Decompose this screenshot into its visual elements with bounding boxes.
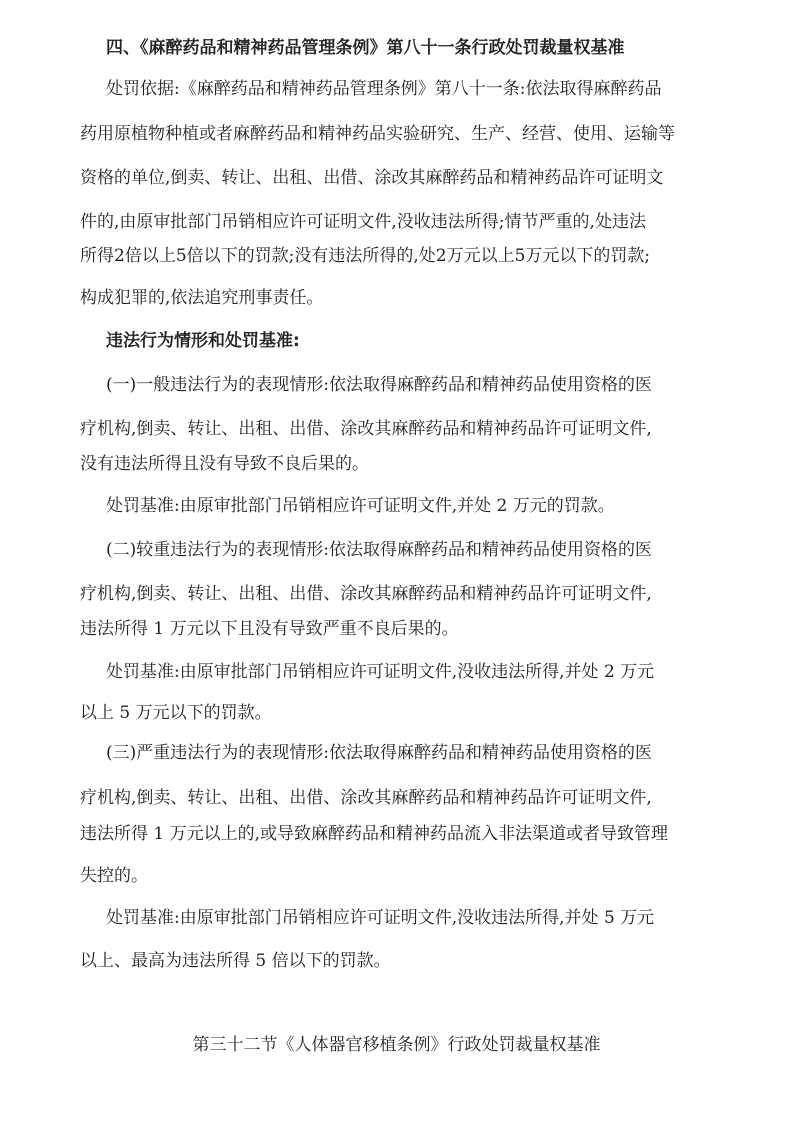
case-general-line: (一)一般违法行为的表现情形:依法取得麻醉药品和精神药品使用资格的医 (106, 375, 652, 395)
case-general-line: 没有违法所得且没有导致不良后果的。 (80, 454, 369, 474)
basis-line: 件的,由原审批部门吊销相应许可证明文件,没收违法所得;情节严重的,处违法 (80, 212, 646, 232)
basis-line: 资格的单位,倒卖、转让、出租、出借、涂改其麻醉药品和精神药品许可证明文 (80, 168, 664, 188)
basis-line: 药用原植物种植或者麻醉药品和精神药品实验研究、生产、经营、使用、运输等 (80, 124, 675, 144)
basis-line: 构成犯罪的,依法追究刑事责任。 (80, 288, 324, 308)
case-general-line: 疗机构,倒卖、转让、出租、出借、涂改其麻醉药品和精神药品许可证明文件, (80, 419, 652, 439)
case-severe-line: 疗机构,倒卖、转让、出租、出借、涂改其麻醉药品和精神药品许可证明文件, (80, 788, 652, 808)
case-serious-line: 违法所得 1 万元以下且没有导致严重不良后果的。 (80, 619, 459, 639)
case-serious-line: 疗机构,倒卖、转让、出租、出借、涂改其麻醉药品和精神药品许可证明文件, (80, 584, 652, 604)
basis-line: 处罚依据:《麻醉药品和精神药品管理条例》第八十一条:依法取得麻醉药品 (106, 79, 662, 99)
section-subheading: 违法行为情形和处罚基准: (106, 331, 300, 351)
case-severe-line: 违法所得 1 万元以上的,或导致麻醉药品和精神药品流入非法渠道或者导致管理 (80, 824, 669, 844)
case-serious-line: (二)较重违法行为的表现情形:依法取得麻醉药品和精神药品使用资格的医 (106, 540, 652, 560)
case-severe-line: 失控的。 (80, 866, 148, 886)
basis-line: 所得2倍以上5倍以下的罚款;没有违法所得的,处2万元以上5万元以下的罚款; (80, 246, 651, 266)
article-heading: 四、《麻醉药品和精神药品管理条例》第八十一条行政处罚裁量权基准 (106, 38, 625, 58)
next-section-title: 第三十二节《人体器官移植条例》行政处罚裁量权基准 (192, 1035, 601, 1055)
case-severe-line: (三)严重违法行为的表现情形:依法取得麻醉药品和精神药品使用资格的医 (106, 743, 652, 763)
penalty-general-line: 处罚基准:由原审批部门吊销相应许可证明文件,并处 2 万元的罚款。 (106, 496, 615, 516)
penalty-serious-line: 以上 5 万元以下的罚款。 (80, 703, 272, 723)
penalty-severe-line: 处罚基准:由原审批部门吊销相应许可证明文件,没收违法所得,并处 5 万元 (106, 908, 655, 928)
penalty-severe-line: 以上、最高为违法所得 5 倍以下的罚款。 (80, 951, 391, 971)
penalty-serious-line: 处罚基准:由原审批部门吊销相应许可证明文件,没收违法所得,并处 2 万元 (106, 662, 655, 682)
